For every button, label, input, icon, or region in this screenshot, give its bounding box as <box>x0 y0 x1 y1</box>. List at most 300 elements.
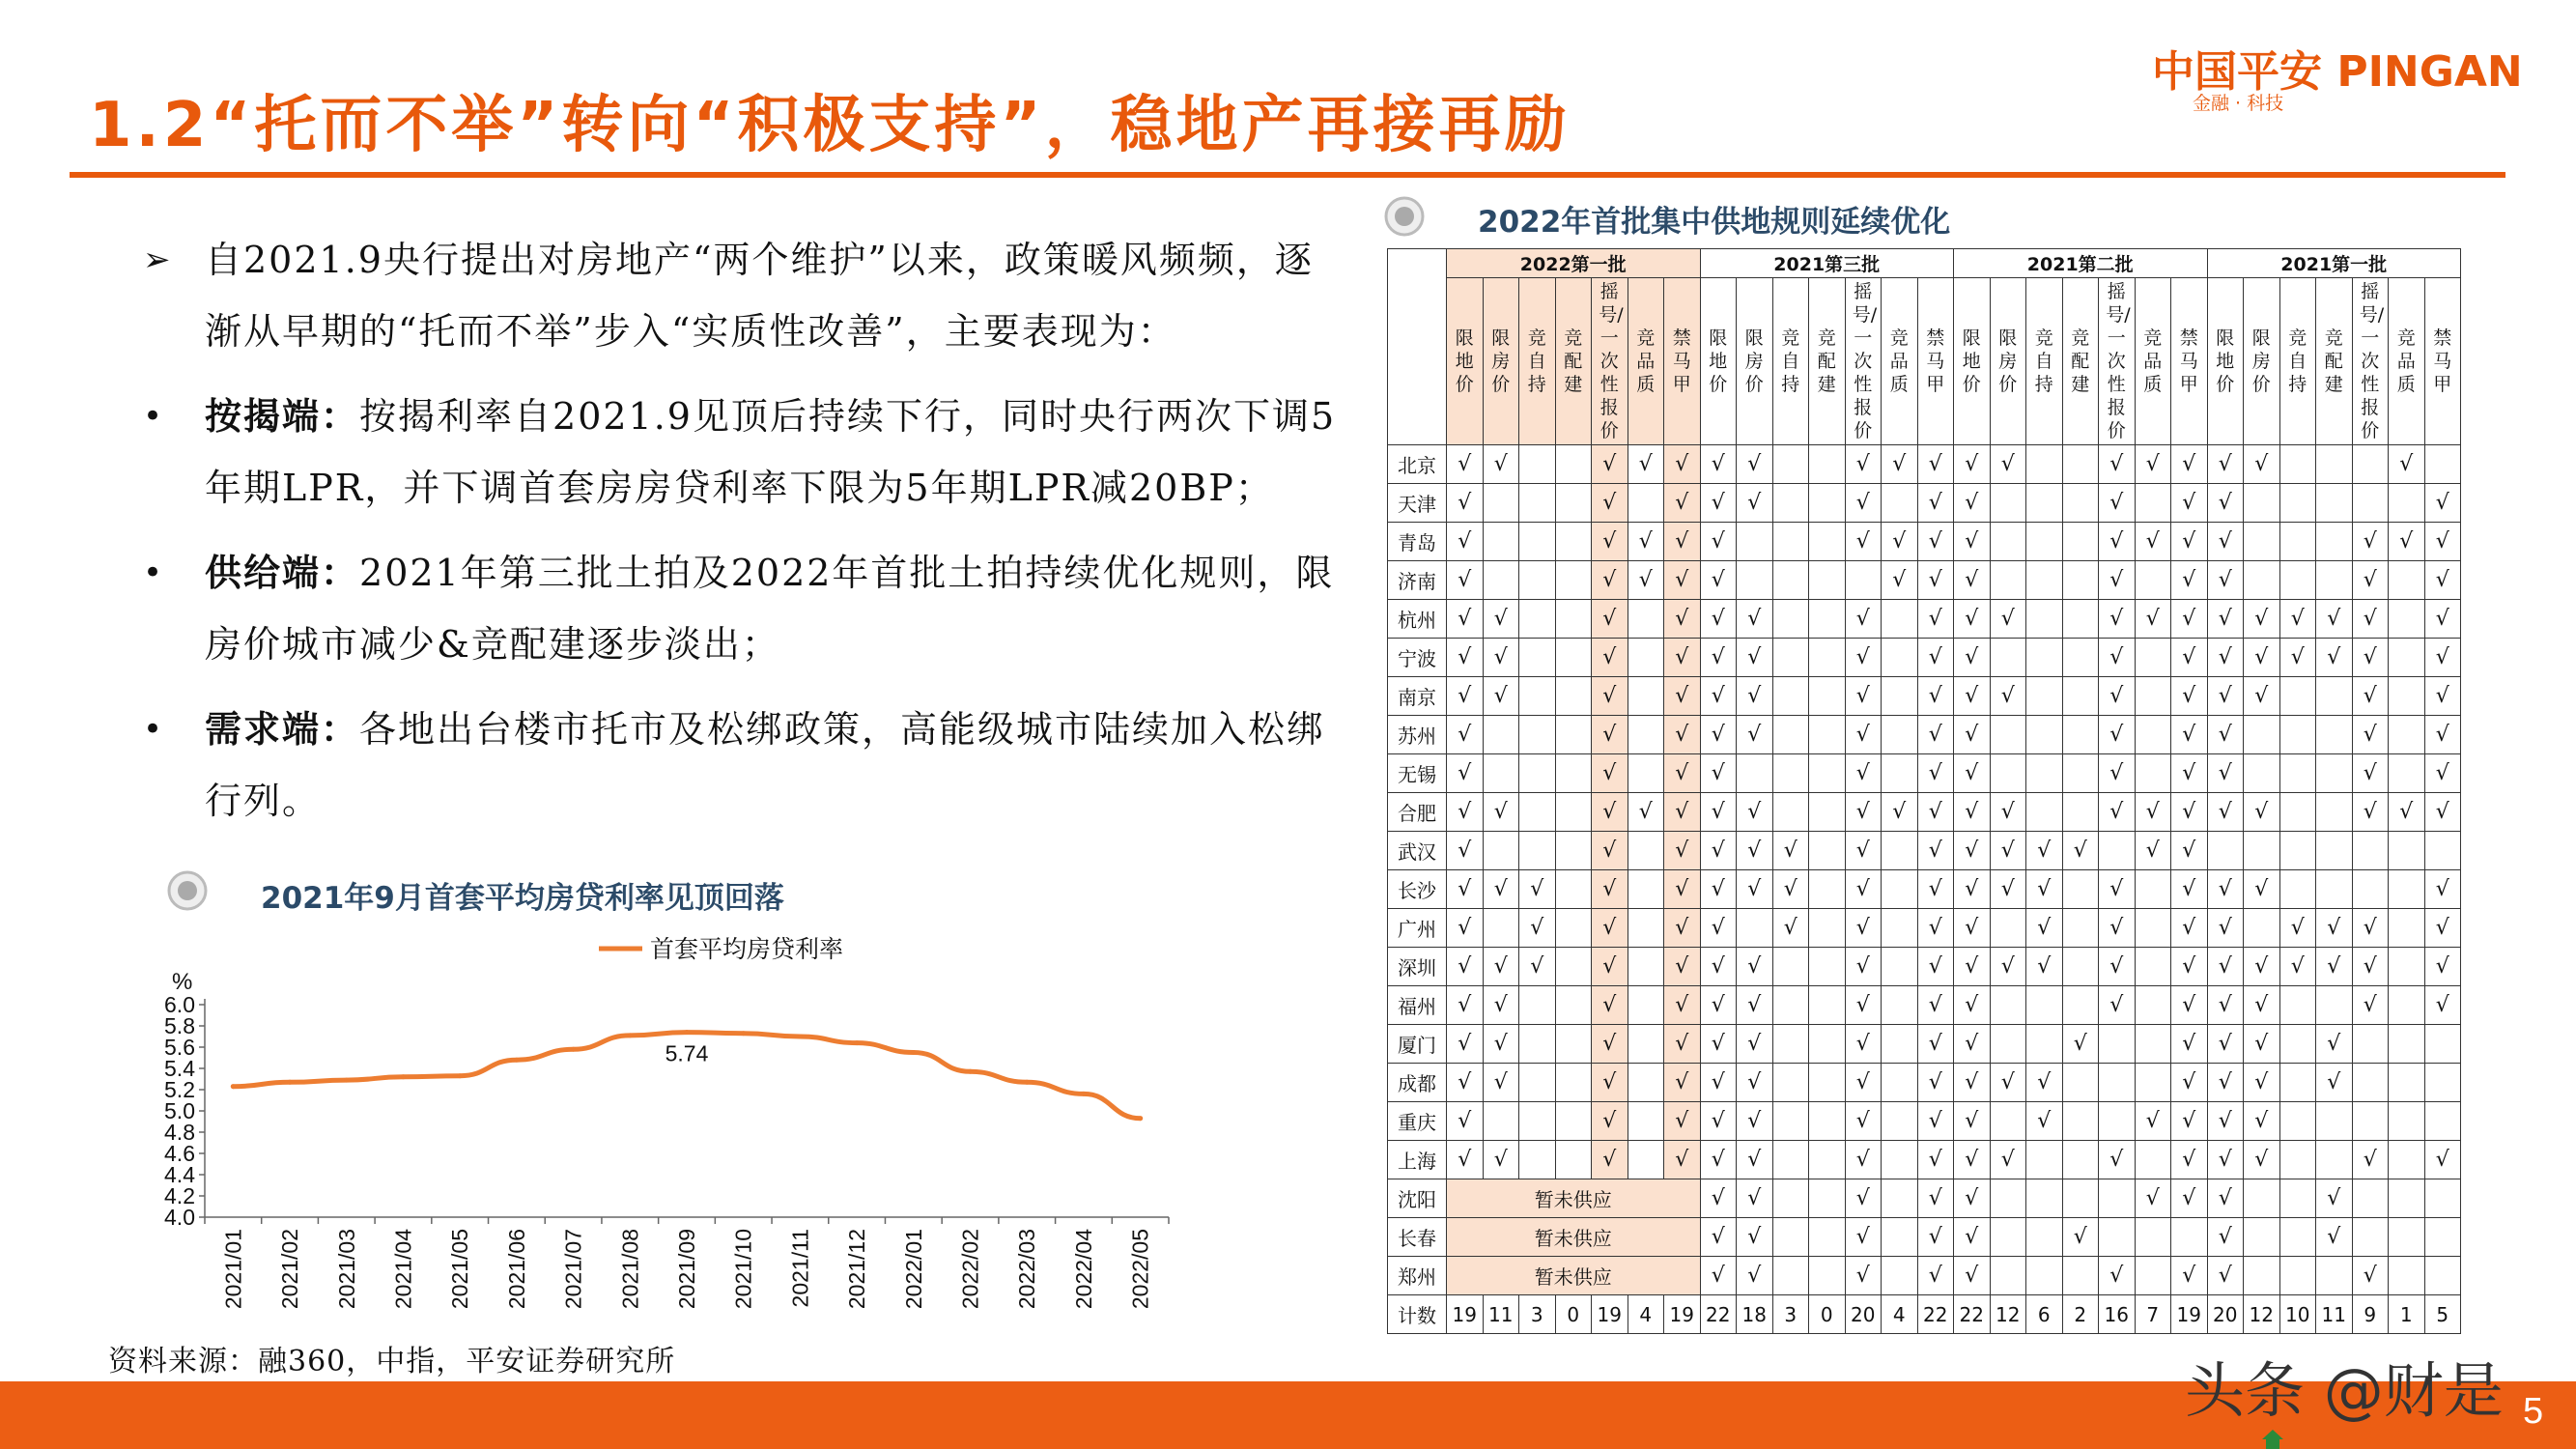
city-cell: 广州 <box>1388 909 1447 948</box>
check-mark-cell: √ <box>2026 870 2063 909</box>
check-mark-cell: √ <box>2171 639 2208 677</box>
empty-cell <box>1519 677 1556 716</box>
empty-cell <box>1809 986 1846 1025</box>
check-mark-cell: √ <box>2244 986 2280 1025</box>
empty-cell <box>2062 909 2099 948</box>
legend-label: 首套平均房贷利率 <box>650 936 844 963</box>
data-point <box>911 1050 916 1055</box>
empty-cell <box>2316 484 2353 523</box>
data-point <box>344 1078 349 1083</box>
empty-cell <box>1772 445 1809 484</box>
empty-cell <box>1519 600 1556 639</box>
check-mark-cell: √ <box>2099 1257 2136 1295</box>
empty-cell <box>1628 948 1664 986</box>
empty-cell <box>1772 677 1809 716</box>
check-mark-cell: √ <box>2207 639 2244 677</box>
check-mark-cell: √ <box>2207 1257 2244 1295</box>
check-mark-cell: √ <box>1447 870 1484 909</box>
check-mark-cell: √ <box>1592 832 1628 870</box>
empty-cell <box>2279 870 2316 909</box>
x-tick-label: 2021/08 <box>617 1229 643 1310</box>
column-header <box>1555 278 1592 445</box>
empty-cell <box>1990 986 2026 1025</box>
check-mark-cell: √ <box>1917 1179 1954 1218</box>
check-mark-cell: √ <box>2424 909 2461 948</box>
check-mark-cell: √ <box>1664 523 1701 561</box>
empty-cell <box>1483 1102 1519 1141</box>
empty-cell <box>1772 948 1809 986</box>
page-number: 5 <box>2523 1391 2544 1432</box>
empty-cell <box>1809 870 1846 909</box>
empty-cell <box>2279 523 2316 561</box>
empty-cell <box>2135 1064 2171 1102</box>
check-mark-cell: √ <box>1990 445 2026 484</box>
check-mark-cell: √ <box>1447 677 1484 716</box>
column-header <box>2171 278 2208 445</box>
empty-cell <box>2389 600 2425 639</box>
check-mark-cell: √ <box>2424 716 2461 754</box>
city-cell: 济南 <box>1388 561 1447 600</box>
empty-cell <box>2062 948 2099 986</box>
check-mark-cell: √ <box>2207 870 2244 909</box>
empty-cell <box>1809 832 1846 870</box>
column-header <box>2424 278 2461 445</box>
check-mark-cell: √ <box>2135 793 2171 832</box>
table-row <box>1388 870 2461 909</box>
empty-cell <box>1519 1102 1556 1141</box>
check-mark-cell: √ <box>2352 639 2389 677</box>
empty-cell <box>2062 561 2099 600</box>
check-mark-cell: √ <box>1628 523 1664 561</box>
empty-cell <box>2135 754 2171 793</box>
empty-cell <box>2135 870 2171 909</box>
city-cell: 福州 <box>1388 986 1447 1025</box>
check-mark-cell: √ <box>1700 484 1737 523</box>
check-mark-cell: √ <box>2099 600 2136 639</box>
check-mark-cell: √ <box>2207 677 2244 716</box>
y-tick-label: 5.0 <box>164 1098 195 1123</box>
data-point <box>741 1031 746 1036</box>
empty-cell <box>2389 561 2425 600</box>
empty-cell <box>2316 1141 2353 1179</box>
empty-cell <box>2026 986 2063 1025</box>
check-mark-cell: √ <box>2207 561 2244 600</box>
check-mark-cell: √ <box>1845 484 1882 523</box>
check-mark-cell: √ <box>1447 793 1484 832</box>
check-mark-cell: √ <box>1772 909 1809 948</box>
data-point <box>401 1074 406 1079</box>
empty-cell <box>2062 445 2099 484</box>
check-mark-cell: √ <box>1737 1102 1773 1141</box>
empty-cell <box>2244 832 2280 870</box>
empty-cell <box>2207 832 2244 870</box>
check-mark-cell: √ <box>1737 1064 1773 1102</box>
check-mark-cell: √ <box>1592 793 1628 832</box>
empty-cell <box>2316 445 2353 484</box>
check-mark-cell: √ <box>1447 523 1484 561</box>
column-header <box>1519 278 1556 445</box>
check-mark-cell: √ <box>1737 1218 1773 1257</box>
check-mark-cell: √ <box>1592 986 1628 1025</box>
check-mark-cell: √ <box>2389 793 2425 832</box>
column-header <box>1954 278 1991 445</box>
check-mark-cell: √ <box>1519 870 1556 909</box>
empty-cell <box>2352 484 2389 523</box>
check-mark-cell: √ <box>1592 1141 1628 1179</box>
check-mark-cell: √ <box>2062 1025 2099 1064</box>
empty-cell <box>2135 909 2171 948</box>
bullet-item: • 需求端：各地出台楼市托市及松绑政策，高能级城市陆续加入松绑行列。 <box>143 694 1341 837</box>
empty-cell <box>1555 793 1592 832</box>
table-row <box>1388 754 2461 793</box>
city-cell: 深圳 <box>1388 948 1447 986</box>
count-cell: 12 <box>2244 1295 2280 1334</box>
y-tick-label: 4.4 <box>164 1162 195 1187</box>
table-section-title: 2022年首批集中供地规则延续优化 <box>1478 205 1951 240</box>
empty-cell <box>2244 1179 2280 1218</box>
check-mark-cell: √ <box>2316 600 2353 639</box>
check-mark-cell: √ <box>1737 484 1773 523</box>
column-header <box>2026 278 2063 445</box>
check-mark-cell: √ <box>1882 445 1918 484</box>
check-mark-cell: √ <box>2207 1064 2244 1102</box>
empty-cell <box>1772 1064 1809 1102</box>
count-cell: 11 <box>1483 1295 1519 1334</box>
table-row <box>1388 716 2461 754</box>
data-point <box>798 1035 803 1039</box>
empty-cell <box>2099 1064 2136 1102</box>
check-mark-cell: √ <box>1737 870 1773 909</box>
bullet-list <box>143 224 1341 850</box>
empty-cell <box>2135 716 2171 754</box>
check-mark-cell: √ <box>1700 1218 1737 1257</box>
check-mark-cell: √ <box>2171 754 2208 793</box>
data-point <box>514 1058 519 1063</box>
check-mark-cell: √ <box>2424 870 2461 909</box>
check-mark-cell: √ <box>1592 677 1628 716</box>
y-tick-label: 4.8 <box>164 1120 195 1145</box>
check-mark-cell: √ <box>1954 561 1991 600</box>
table-row <box>1388 793 2461 832</box>
check-mark-cell: √ <box>2026 832 2063 870</box>
check-mark-cell: √ <box>1990 948 2026 986</box>
y-tick-label: 5.8 <box>164 1013 195 1038</box>
empty-cell <box>2026 1257 2063 1295</box>
empty-cell <box>1628 600 1664 639</box>
check-mark-cell: √ <box>1954 639 1991 677</box>
check-mark-cell: √ <box>1483 1064 1519 1102</box>
empty-cell <box>2026 716 2063 754</box>
empty-cell <box>2389 639 2425 677</box>
check-mark-cell: √ <box>2244 639 2280 677</box>
count-cell: 9 <box>2352 1295 2389 1334</box>
table-row <box>1388 948 2461 986</box>
check-mark-cell: √ <box>2352 986 2389 1025</box>
empty-cell <box>1882 1064 1918 1102</box>
check-mark-cell: √ <box>2099 445 2136 484</box>
empty-cell <box>1809 1218 1846 1257</box>
check-mark-cell: √ <box>1954 1102 1991 1141</box>
check-mark-cell: √ <box>1628 793 1664 832</box>
empty-cell <box>1483 523 1519 561</box>
check-mark-cell: √ <box>1954 1064 1991 1102</box>
check-mark-cell: √ <box>2171 523 2208 561</box>
empty-cell <box>2135 639 2171 677</box>
column-header-label: 竞自持 <box>1781 327 1800 395</box>
empty-cell <box>1737 561 1773 600</box>
check-mark-cell: √ <box>2171 600 2208 639</box>
check-mark-cell: √ <box>1700 445 1737 484</box>
empty-cell <box>1519 716 1556 754</box>
empty-cell <box>1555 948 1592 986</box>
column-header <box>2244 278 2280 445</box>
empty-cell <box>1809 1064 1846 1102</box>
column-header-label: 摇号/一次性报价 <box>1852 281 1878 441</box>
column-header-label: 限房价 <box>2251 327 2271 395</box>
table-row <box>1388 909 2461 948</box>
count-cell: 19 <box>1664 1295 1701 1334</box>
empty-cell <box>1483 484 1519 523</box>
check-mark-cell: √ <box>1917 986 1954 1025</box>
city-cell: 合肥 <box>1388 793 1447 832</box>
check-mark-cell: √ <box>2352 677 2389 716</box>
column-header-label: 限房价 <box>1491 327 1511 395</box>
check-mark-cell: √ <box>1954 1257 1991 1295</box>
column-header <box>2135 278 2171 445</box>
empty-cell <box>2424 1218 2461 1257</box>
check-mark-cell: √ <box>1954 1025 1991 1064</box>
empty-cell <box>2062 1064 2099 1102</box>
check-mark-cell: √ <box>1628 561 1664 600</box>
column-header-label: 摇号/一次性报价 <box>1599 281 1624 441</box>
check-mark-cell: √ <box>2316 1064 2353 1102</box>
check-mark-cell: √ <box>1917 523 1954 561</box>
count-cell: 22 <box>1917 1295 1954 1334</box>
check-mark-cell: √ <box>2389 523 2425 561</box>
empty-cell <box>2389 677 2425 716</box>
x-tick-label: 2021/11 <box>787 1229 813 1308</box>
check-mark-cell: √ <box>2424 600 2461 639</box>
check-mark-cell: √ <box>2207 793 2244 832</box>
city-cell: 无锡 <box>1388 754 1447 793</box>
empty-cell <box>2424 1064 2461 1102</box>
check-mark-cell: √ <box>1737 793 1773 832</box>
check-mark-cell: √ <box>1447 986 1484 1025</box>
empty-cell <box>1483 561 1519 600</box>
empty-cell <box>2244 1218 2280 1257</box>
check-mark-cell: √ <box>2171 484 2208 523</box>
empty-cell <box>1628 716 1664 754</box>
x-tick-label: 2021/07 <box>560 1229 586 1310</box>
check-mark-cell: √ <box>1845 1141 1882 1179</box>
check-mark-cell: √ <box>1954 793 1991 832</box>
empty-cell <box>1882 484 1918 523</box>
check-mark-cell: √ <box>1954 1218 1991 1257</box>
check-mark-cell: √ <box>1700 948 1737 986</box>
empty-cell <box>2135 484 2171 523</box>
check-mark-cell: √ <box>1592 561 1628 600</box>
check-mark-cell: √ <box>1700 1025 1737 1064</box>
city-cell: 沈阳 <box>1388 1179 1447 1218</box>
empty-cell <box>2135 677 2171 716</box>
check-mark-cell: √ <box>1845 716 1882 754</box>
check-mark-cell: √ <box>1954 1141 1991 1179</box>
data-point <box>231 1084 236 1089</box>
empty-cell <box>2062 870 2099 909</box>
dot-bullet-icon: • <box>143 710 165 749</box>
table-row <box>1388 600 2461 639</box>
empty-cell <box>1737 754 1773 793</box>
check-mark-cell: √ <box>1990 600 2026 639</box>
check-mark-cell: √ <box>2099 870 2136 909</box>
data-point <box>1025 1080 1030 1085</box>
empty-cell <box>1519 1064 1556 1102</box>
check-mark-cell: √ <box>1845 754 1882 793</box>
empty-cell <box>2389 1141 2425 1179</box>
group-header: 2021第一批 <box>2207 249 2461 278</box>
mortgage-rate-line-chart <box>97 927 1217 1333</box>
empty-cell <box>2062 677 2099 716</box>
check-mark-cell: √ <box>2171 909 2208 948</box>
empty-cell <box>2026 1025 2063 1064</box>
check-mark-cell: √ <box>2424 561 2461 600</box>
check-mark-cell: √ <box>1954 986 1991 1025</box>
empty-cell <box>2352 1179 2389 1218</box>
empty-cell <box>2424 1179 2461 1218</box>
column-header <box>2099 278 2136 445</box>
empty-cell <box>1882 1025 1918 1064</box>
empty-cell <box>1628 1025 1664 1064</box>
check-mark-cell: √ <box>1592 909 1628 948</box>
check-mark-cell: √ <box>1664 909 1701 948</box>
empty-cell <box>2026 677 2063 716</box>
count-cell: 0 <box>1809 1295 1846 1334</box>
empty-cell <box>2062 986 2099 1025</box>
source-note: 资料来源：融360，中指，平安证券研究所 <box>108 1345 676 1378</box>
dot-bullet-icon: • <box>143 397 165 436</box>
bullet-item: • 按揭端：按揭利率自2021.9见顶后持续下行，同时央行两次下调5年期LPR，并下调首套房房贷利率下限为5年期LPR减20BP； <box>143 381 1341 524</box>
check-mark-cell: √ <box>2424 948 2461 986</box>
check-mark-cell: √ <box>2316 948 2353 986</box>
column-header-label: 竞配建 <box>2071 327 2090 395</box>
y-tick-label: 4.2 <box>164 1183 195 1208</box>
x-tick-label: 2021/06 <box>503 1229 529 1310</box>
check-mark-cell: √ <box>1954 909 1991 948</box>
column-header <box>2207 278 2244 445</box>
check-mark-cell: √ <box>2424 986 2461 1025</box>
check-mark-cell: √ <box>2207 716 2244 754</box>
check-mark-cell: √ <box>1845 523 1882 561</box>
check-mark-cell: √ <box>2135 1179 2171 1218</box>
group-header: 2022第一批 <box>1447 249 1701 278</box>
city-cell: 天津 <box>1388 484 1447 523</box>
check-mark-cell: √ <box>2207 1179 2244 1218</box>
arrow-bullet-icon: ➢ <box>143 241 173 279</box>
check-mark-cell: √ <box>1917 754 1954 793</box>
empty-cell <box>2062 754 2099 793</box>
column-header-label: 禁马甲 <box>1672 327 1691 395</box>
empty-cell <box>2279 445 2316 484</box>
count-cell: 6 <box>2026 1295 2063 1334</box>
radio-icon <box>1383 195 1426 238</box>
empty-cell <box>2389 754 2425 793</box>
column-header-label: 竞自持 <box>2288 327 2307 395</box>
empty-cell <box>1990 484 2026 523</box>
check-mark-cell: √ <box>2316 639 2353 677</box>
x-tick-label: 2022/04 <box>1070 1229 1096 1310</box>
check-mark-cell: √ <box>1737 1257 1773 1295</box>
check-mark-cell: √ <box>1845 445 1882 484</box>
data-point <box>458 1073 463 1078</box>
empty-cell <box>2424 1257 2461 1295</box>
check-mark-cell: √ <box>1954 677 1991 716</box>
column-header <box>1809 278 1846 445</box>
empty-cell <box>1555 445 1592 484</box>
check-mark-cell: √ <box>1917 677 1954 716</box>
check-mark-cell: √ <box>2244 1141 2280 1179</box>
count-cell: 20 <box>2207 1295 2244 1334</box>
empty-cell <box>2279 1064 2316 1102</box>
check-mark-cell: √ <box>2171 870 2208 909</box>
empty-cell <box>1809 1141 1846 1179</box>
empty-cell <box>2026 1179 2063 1218</box>
empty-cell <box>2135 986 2171 1025</box>
empty-cell <box>1555 1141 1592 1179</box>
column-header <box>1917 278 1954 445</box>
column-header <box>2389 278 2425 445</box>
check-mark-cell: √ <box>1737 948 1773 986</box>
empty-cell <box>1555 754 1592 793</box>
empty-cell <box>2099 1025 2136 1064</box>
check-mark-cell: √ <box>2171 832 2208 870</box>
check-mark-cell: √ <box>1917 484 1954 523</box>
x-tick-label: 2021/01 <box>220 1229 246 1310</box>
empty-cell <box>1772 639 1809 677</box>
check-mark-cell: √ <box>2171 716 2208 754</box>
empty-cell <box>1772 793 1809 832</box>
data-point <box>628 1033 633 1037</box>
no-supply-cell: 暂未供应 <box>1447 1218 1701 1257</box>
empty-cell <box>2352 870 2389 909</box>
check-mark-cell: √ <box>2135 523 2171 561</box>
empty-cell <box>2026 561 2063 600</box>
radio-icon <box>166 869 209 912</box>
check-mark-cell: √ <box>1664 793 1701 832</box>
empty-cell <box>2389 909 2425 948</box>
empty-cell <box>2135 1257 2171 1295</box>
y-tick-label: 5.4 <box>164 1056 195 1081</box>
empty-cell <box>2279 1141 2316 1179</box>
no-supply-cell: 暂未供应 <box>1447 1257 1701 1295</box>
column-header <box>1592 278 1628 445</box>
empty-cell <box>1772 754 1809 793</box>
corner-cell <box>1388 249 1447 445</box>
empty-cell <box>1483 909 1519 948</box>
check-mark-cell: √ <box>2244 870 2280 909</box>
empty-cell <box>1519 793 1556 832</box>
check-mark-cell: √ <box>1845 1102 1882 1141</box>
check-mark-cell: √ <box>1845 1025 1882 1064</box>
check-mark-cell: √ <box>1954 523 1991 561</box>
empty-cell <box>1882 1102 1918 1141</box>
empty-cell <box>2279 1102 2316 1141</box>
empty-cell <box>1628 1102 1664 1141</box>
check-mark-cell: √ <box>1592 600 1628 639</box>
empty-cell <box>2279 561 2316 600</box>
empty-cell <box>1628 639 1664 677</box>
check-mark-cell: √ <box>1447 445 1484 484</box>
check-mark-cell: √ <box>2099 793 2136 832</box>
